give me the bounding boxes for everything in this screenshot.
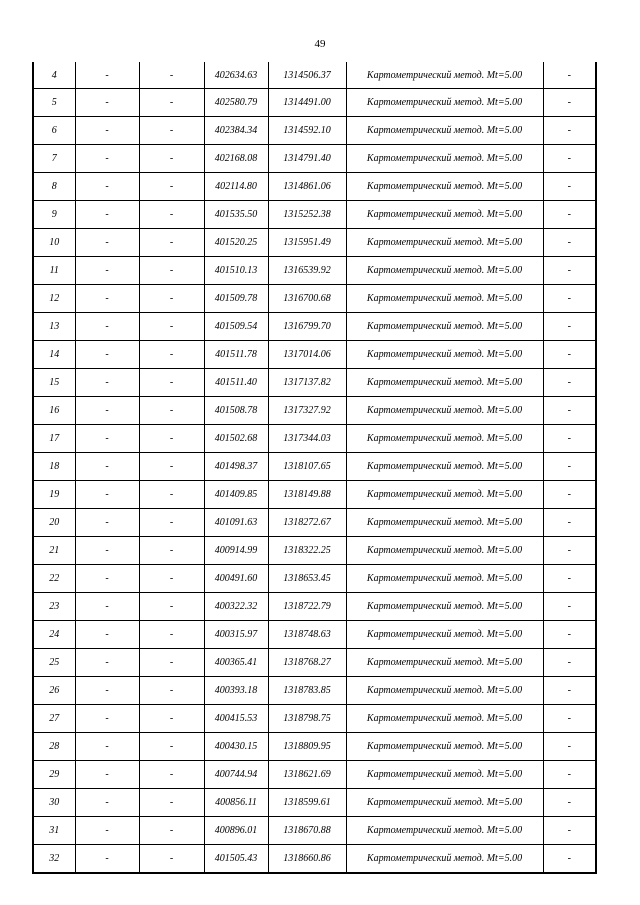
table-row <box>33 313 596 341</box>
point-number-cell: 9 <box>33 201 75 229</box>
column-3-cell: - <box>139 481 204 509</box>
x-coordinate-cell: 401508.78 <box>204 397 268 425</box>
column-7-cell: - <box>543 453 596 481</box>
column-2-cell: - <box>75 733 139 761</box>
point-number-cell: 18 <box>33 453 75 481</box>
x-coordinate-cell: 401510.13 <box>204 257 268 285</box>
point-number-cell: 22 <box>33 565 75 593</box>
x-coordinate-cell: 400491.60 <box>204 565 268 593</box>
method-cell: Картометрический метод. Mt=5.00 <box>346 649 543 677</box>
method-cell: Картометрический метод. Mt=5.00 <box>346 453 543 481</box>
column-7-cell: - <box>543 425 596 453</box>
x-coordinate-cell: 401498.37 <box>204 453 268 481</box>
point-number-cell: 27 <box>33 705 75 733</box>
column-2-cell: - <box>75 845 139 874</box>
table-row <box>33 229 596 257</box>
point-number-cell: 17 <box>33 425 75 453</box>
column-3-cell: - <box>139 229 204 257</box>
column-2-cell: - <box>75 369 139 397</box>
point-number-cell: 19 <box>33 481 75 509</box>
column-3-cell: - <box>139 789 204 817</box>
column-2-cell: - <box>75 201 139 229</box>
x-coordinate-cell: 402384.34 <box>204 117 268 145</box>
column-7-cell: - <box>543 397 596 425</box>
y-coordinate-cell: 1316539.92 <box>268 257 346 285</box>
column-2-cell: - <box>75 481 139 509</box>
column-7-cell: - <box>543 621 596 649</box>
x-coordinate-cell: 401505.43 <box>204 845 268 874</box>
x-coordinate-cell: 401509.78 <box>204 285 268 313</box>
table-row <box>33 481 596 509</box>
column-2-cell: - <box>75 761 139 789</box>
y-coordinate-cell: 1314791.40 <box>268 145 346 173</box>
x-coordinate-cell: 402634.63 <box>204 62 268 89</box>
column-7-cell: - <box>543 677 596 705</box>
point-number-cell: 8 <box>33 173 75 201</box>
column-7-cell: - <box>543 313 596 341</box>
method-cell: Картометрический метод. Mt=5.00 <box>346 705 543 733</box>
y-coordinate-cell: 1317327.92 <box>268 397 346 425</box>
y-coordinate-cell: 1314861.06 <box>268 173 346 201</box>
method-cell: Картометрический метод. Mt=5.00 <box>346 145 543 173</box>
table-row <box>33 565 596 593</box>
point-number-cell: 29 <box>33 761 75 789</box>
x-coordinate-cell: 401511.40 <box>204 369 268 397</box>
y-coordinate-cell: 1318783.85 <box>268 677 346 705</box>
column-2-cell: - <box>75 509 139 537</box>
point-number-cell: 24 <box>33 621 75 649</box>
x-coordinate-cell: 400415.53 <box>204 705 268 733</box>
y-coordinate-cell: 1318272.67 <box>268 509 346 537</box>
column-2-cell: - <box>75 537 139 565</box>
table-row <box>33 145 596 173</box>
column-3-cell: - <box>139 509 204 537</box>
table-row <box>33 117 596 145</box>
column-3-cell: - <box>139 593 204 621</box>
column-3-cell: - <box>139 649 204 677</box>
x-coordinate-cell: 401520.25 <box>204 229 268 257</box>
table-row <box>33 341 596 369</box>
method-cell: Картометрический метод. Mt=5.00 <box>346 229 543 257</box>
method-cell: Картометрический метод. Mt=5.00 <box>346 789 543 817</box>
method-cell: Картометрический метод. Mt=5.00 <box>346 201 543 229</box>
method-cell: Картометрический метод. Mt=5.00 <box>346 817 543 845</box>
column-2-cell: - <box>75 705 139 733</box>
column-7-cell: - <box>543 789 596 817</box>
point-number-cell: 32 <box>33 845 75 874</box>
column-7-cell: - <box>543 733 596 761</box>
column-2-cell: - <box>75 341 139 369</box>
method-cell: Картометрический метод. Mt=5.00 <box>346 593 543 621</box>
table-row <box>33 621 596 649</box>
y-coordinate-cell: 1318798.75 <box>268 705 346 733</box>
y-coordinate-cell: 1318322.25 <box>268 537 346 565</box>
page-number: 49 <box>314 38 326 50</box>
point-number-cell: 20 <box>33 509 75 537</box>
method-cell: Картометрический метод. Mt=5.00 <box>346 117 543 145</box>
x-coordinate-cell: 400365.41 <box>204 649 268 677</box>
y-coordinate-cell: 1314491.00 <box>268 89 346 117</box>
method-cell: Картометрический метод. Mt=5.00 <box>346 733 543 761</box>
x-coordinate-cell: 401509.54 <box>204 313 268 341</box>
y-coordinate-cell: 1317344.03 <box>268 425 346 453</box>
method-cell: Картометрический метод. Mt=5.00 <box>346 397 543 425</box>
column-7-cell: - <box>543 565 596 593</box>
method-cell: Картометрический метод. Mt=5.00 <box>346 341 543 369</box>
x-coordinate-cell: 401091.63 <box>204 509 268 537</box>
y-coordinate-cell: 1318722.79 <box>268 593 346 621</box>
column-2-cell: - <box>75 117 139 145</box>
column-3-cell: - <box>139 733 204 761</box>
column-2-cell: - <box>75 649 139 677</box>
method-cell: Картометрический метод. Mt=5.00 <box>346 565 543 593</box>
column-7-cell: - <box>543 62 596 89</box>
method-cell: Картометрический метод. Mt=5.00 <box>346 677 543 705</box>
column-2-cell: - <box>75 453 139 481</box>
y-coordinate-cell: 1318107.65 <box>268 453 346 481</box>
method-cell: Картометрический метод. Mt=5.00 <box>346 257 543 285</box>
point-number-cell: 31 <box>33 817 75 845</box>
column-3-cell: - <box>139 62 204 89</box>
x-coordinate-cell: 402114.80 <box>204 173 268 201</box>
table-row <box>33 62 596 89</box>
column-2-cell: - <box>75 62 139 89</box>
column-3-cell: - <box>139 845 204 874</box>
column-3-cell: - <box>139 145 204 173</box>
column-3-cell: - <box>139 761 204 789</box>
column-7-cell: - <box>543 201 596 229</box>
column-3-cell: - <box>139 565 204 593</box>
table-row <box>33 789 596 817</box>
column-7-cell: - <box>543 173 596 201</box>
column-3-cell: - <box>139 117 204 145</box>
y-coordinate-cell: 1318768.27 <box>268 649 346 677</box>
table-row <box>33 257 596 285</box>
point-number-cell: 10 <box>33 229 75 257</box>
x-coordinate-cell: 400322.32 <box>204 593 268 621</box>
column-7-cell: - <box>543 89 596 117</box>
method-cell: Картометрический метод. Mt=5.00 <box>346 173 543 201</box>
method-cell: Картометрический метод. Mt=5.00 <box>346 285 543 313</box>
x-coordinate-cell: 402168.08 <box>204 145 268 173</box>
table-row <box>33 453 596 481</box>
coordinates-table-container <box>32 62 595 874</box>
table-row <box>33 593 596 621</box>
point-number-cell: 5 <box>33 89 75 117</box>
y-coordinate-cell: 1317137.82 <box>268 369 346 397</box>
point-number-cell: 11 <box>33 257 75 285</box>
y-coordinate-cell: 1315252.38 <box>268 201 346 229</box>
table-row <box>33 649 596 677</box>
x-coordinate-cell: 400914.99 <box>204 537 268 565</box>
point-number-cell: 12 <box>33 285 75 313</box>
point-number-cell: 7 <box>33 145 75 173</box>
y-coordinate-cell: 1318748.63 <box>268 621 346 649</box>
column-2-cell: - <box>75 817 139 845</box>
table-body <box>33 62 596 873</box>
column-7-cell: - <box>543 817 596 845</box>
y-coordinate-cell: 1316700.68 <box>268 285 346 313</box>
column-3-cell: - <box>139 369 204 397</box>
table-row <box>33 425 596 453</box>
point-number-cell: 4 <box>33 62 75 89</box>
column-2-cell: - <box>75 229 139 257</box>
column-3-cell: - <box>139 621 204 649</box>
table-row <box>33 369 596 397</box>
table-row <box>33 173 596 201</box>
y-coordinate-cell: 1318653.45 <box>268 565 346 593</box>
column-2-cell: - <box>75 89 139 117</box>
column-2-cell: - <box>75 313 139 341</box>
column-3-cell: - <box>139 537 204 565</box>
column-2-cell: - <box>75 397 139 425</box>
x-coordinate-cell: 400430.15 <box>204 733 268 761</box>
x-coordinate-cell: 401511.78 <box>204 341 268 369</box>
method-cell: Картометрический метод. Mt=5.00 <box>346 537 543 565</box>
column-2-cell: - <box>75 173 139 201</box>
y-coordinate-cell: 1318621.69 <box>268 761 346 789</box>
y-coordinate-cell: 1318149.88 <box>268 481 346 509</box>
column-3-cell: - <box>139 341 204 369</box>
y-coordinate-cell: 1318660.86 <box>268 845 346 874</box>
table-row <box>33 677 596 705</box>
column-3-cell: - <box>139 89 204 117</box>
point-number-cell: 25 <box>33 649 75 677</box>
table-row <box>33 89 596 117</box>
column-7-cell: - <box>543 537 596 565</box>
table-row <box>33 733 596 761</box>
column-7-cell: - <box>543 761 596 789</box>
column-3-cell: - <box>139 285 204 313</box>
x-coordinate-cell: 401535.50 <box>204 201 268 229</box>
column-3-cell: - <box>139 453 204 481</box>
table-row <box>33 201 596 229</box>
y-coordinate-cell: 1315951.49 <box>268 229 346 257</box>
y-coordinate-cell: 1314506.37 <box>268 62 346 89</box>
column-3-cell: - <box>139 313 204 341</box>
column-7-cell: - <box>543 845 596 874</box>
table-row <box>33 509 596 537</box>
y-coordinate-cell: 1318809.95 <box>268 733 346 761</box>
point-number-cell: 21 <box>33 537 75 565</box>
y-coordinate-cell: 1318599.61 <box>268 789 346 817</box>
column-2-cell: - <box>75 425 139 453</box>
y-coordinate-cell: 1318670.88 <box>268 817 346 845</box>
column-7-cell: - <box>543 509 596 537</box>
y-coordinate-cell: 1316799.70 <box>268 313 346 341</box>
x-coordinate-cell: 401502.68 <box>204 425 268 453</box>
column-7-cell: - <box>543 369 596 397</box>
point-number-cell: 23 <box>33 593 75 621</box>
column-7-cell: - <box>543 705 596 733</box>
y-coordinate-cell: 1317014.06 <box>268 341 346 369</box>
method-cell: Картометрический метод. Mt=5.00 <box>346 369 543 397</box>
table-row <box>33 285 596 313</box>
point-number-cell: 13 <box>33 313 75 341</box>
column-2-cell: - <box>75 677 139 705</box>
column-2-cell: - <box>75 285 139 313</box>
column-3-cell: - <box>139 817 204 845</box>
column-7-cell: - <box>543 117 596 145</box>
column-7-cell: - <box>543 649 596 677</box>
point-number-cell: 28 <box>33 733 75 761</box>
method-cell: Картометрический метод. Mt=5.00 <box>346 62 543 89</box>
x-coordinate-cell: 400896.01 <box>204 817 268 845</box>
x-coordinate-cell: 401409.85 <box>204 481 268 509</box>
column-3-cell: - <box>139 677 204 705</box>
x-coordinate-cell: 400393.18 <box>204 677 268 705</box>
column-2-cell: - <box>75 593 139 621</box>
column-2-cell: - <box>75 257 139 285</box>
method-cell: Картометрический метод. Mt=5.00 <box>346 313 543 341</box>
point-number-cell: 15 <box>33 369 75 397</box>
x-coordinate-cell: 400315.97 <box>204 621 268 649</box>
column-2-cell: - <box>75 145 139 173</box>
point-number-cell: 26 <box>33 677 75 705</box>
column-3-cell: - <box>139 397 204 425</box>
x-coordinate-cell: 400856.11 <box>204 789 268 817</box>
x-coordinate-cell: 402580.79 <box>204 89 268 117</box>
column-2-cell: - <box>75 621 139 649</box>
method-cell: Картометрический метод. Mt=5.00 <box>346 761 543 789</box>
x-coordinate-cell: 400744.94 <box>204 761 268 789</box>
table-row <box>33 705 596 733</box>
column-2-cell: - <box>75 565 139 593</box>
column-3-cell: - <box>139 173 204 201</box>
method-cell: Картометрический метод. Mt=5.00 <box>346 89 543 117</box>
column-3-cell: - <box>139 705 204 733</box>
column-7-cell: - <box>543 229 596 257</box>
point-number-cell: 6 <box>33 117 75 145</box>
table-row <box>33 817 596 845</box>
point-number-cell: 14 <box>33 341 75 369</box>
point-number-cell: 16 <box>33 397 75 425</box>
method-cell: Картометрический метод. Mt=5.00 <box>346 509 543 537</box>
coordinates-table <box>32 62 597 874</box>
method-cell: Картометрический метод. Mt=5.00 <box>346 481 543 509</box>
table-row <box>33 537 596 565</box>
column-7-cell: - <box>543 285 596 313</box>
table-row <box>33 845 596 874</box>
column-7-cell: - <box>543 341 596 369</box>
method-cell: Картометрический метод. Mt=5.00 <box>346 425 543 453</box>
column-3-cell: - <box>139 425 204 453</box>
table-row <box>33 761 596 789</box>
column-3-cell: - <box>139 201 204 229</box>
column-7-cell: - <box>543 593 596 621</box>
column-2-cell: - <box>75 789 139 817</box>
column-3-cell: - <box>139 257 204 285</box>
method-cell: Картометрический метод. Mt=5.00 <box>346 621 543 649</box>
method-cell: Картометрический метод. Mt=5.00 <box>346 845 543 874</box>
column-7-cell: - <box>543 145 596 173</box>
y-coordinate-cell: 1314592.10 <box>268 117 346 145</box>
table-row <box>33 397 596 425</box>
column-7-cell: - <box>543 257 596 285</box>
point-number-cell: 30 <box>33 789 75 817</box>
column-7-cell: - <box>543 481 596 509</box>
